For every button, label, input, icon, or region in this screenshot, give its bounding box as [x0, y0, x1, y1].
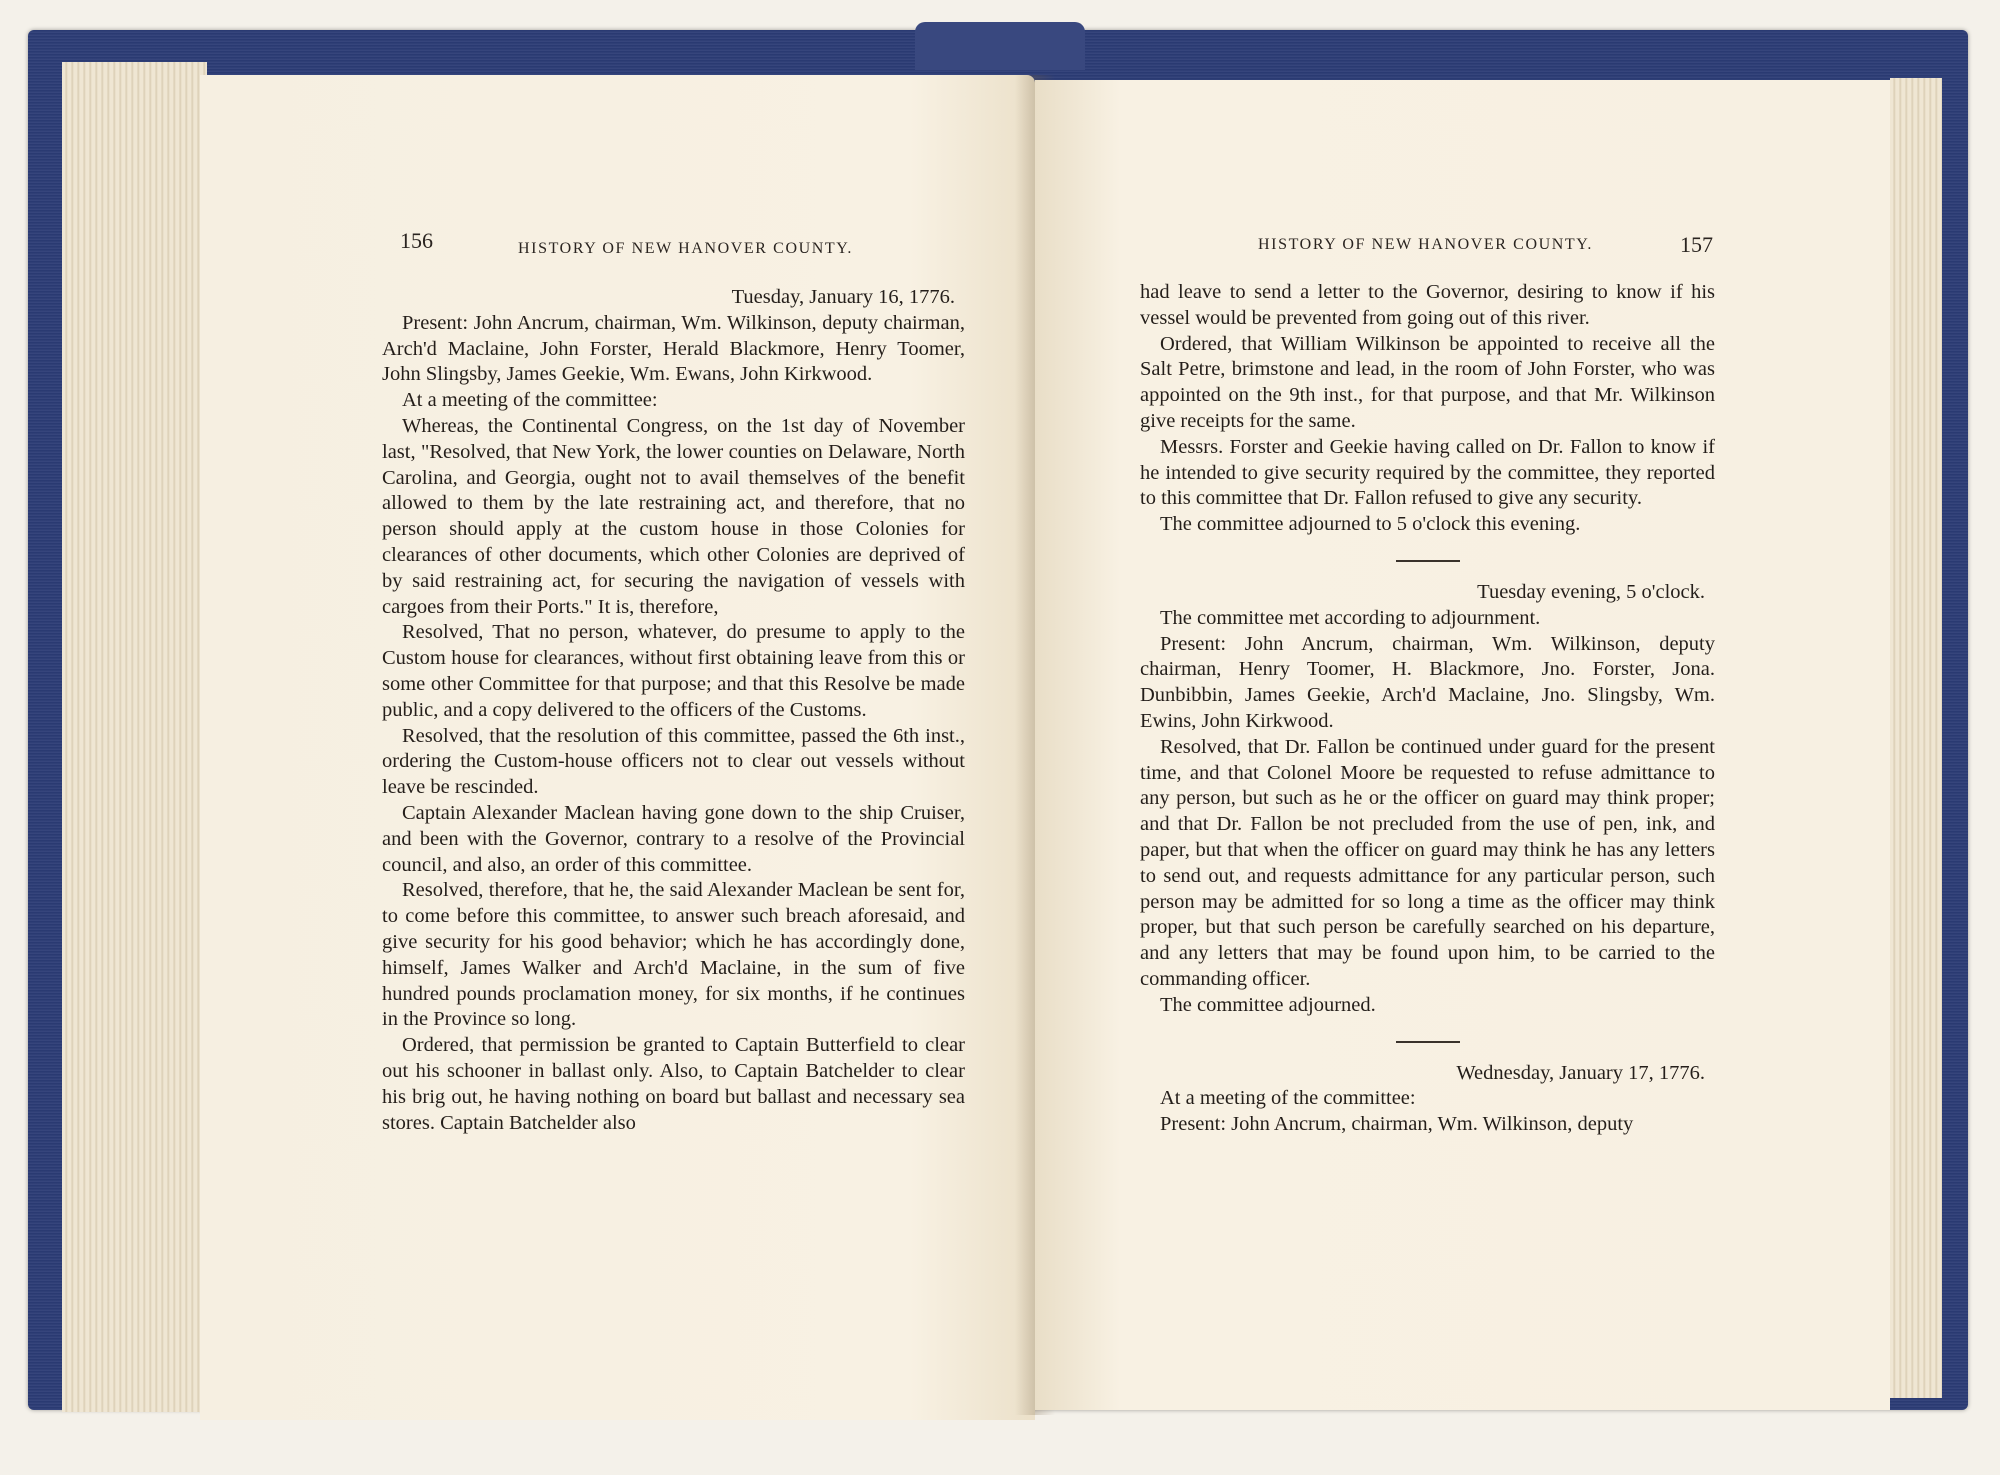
right-page-number: 157 — [1680, 232, 1713, 257]
paragraph: Whereas, the Continental Congress, on the 1st day of November last, "Resolved, that New York, the lower counties on Delaware, North Carolina, and Georgia, ought not to avail themselves of the benefit allowed to them by the late restraining act, and therefore, that no person should apply at the custom house in those Colonies for clearances of other documents, which other Colonies are deprived of by said restraining act, for securing the navigation of vessels with cargoes from their Ports." It is, therefore, — [382, 414, 965, 618]
book-spine — [915, 22, 1085, 70]
dateline: Wednesday, January 17, 1776. — [1456, 1061, 1705, 1084]
paragraph: Present: John Ancrum, chairman, Wm. Wilkinson, deputy chairman, Henry Toomer, H. Blackmore, Jno. Forster, Jona. Dunbibbin, James Geekie, Arch'd Maclaine, Jno. Slingsby, Wm. Ewins, John Kirkwood. — [1140, 632, 1715, 732]
paragraph: Ordered, that William Wilkinson be appointed to receive all the Salt Petre, brimstone and lead, in the room of John Forster, who was appointed on the 9th inst., for that purpose, and that Mr. Wilkinson give receipts for the same. — [1140, 332, 1715, 432]
left-page-edges — [62, 62, 207, 1412]
dateline: Tuesday evening, 5 o'clock. — [1477, 580, 1705, 603]
paragraph: At a meeting of the committee: — [402, 389, 658, 412]
paragraph: The committee adjourned. — [1160, 993, 1376, 1016]
paragraph: Resolved, that the resolution of this committee, passed the 6th inst., ordering the Custom-house officers not to clear out vessels without leave be rescinded. — [382, 724, 965, 799]
paragraph: Resolved, that Dr. Fallon be continued under guard for the present time, and that Colonel Moore be requested to refuse admittance to any person, but such as he or the officer on guard may think proper; and that Dr. Fallon be not precluded from the use of pen, ink, and paper, but that when the officer on guard may think he has any letters to send out, and requests admittance for any particular person, such person may be admitted for so long a time as the officer may think proper, but that such person be carefully searched on his departure, and any letters that may be found upon him, to be carried to the commanding officer. — [1140, 735, 1715, 990]
right-running-head: HISTORY OF NEW HANOVER COUNTY. — [1258, 236, 1593, 253]
paragraph: Present: John Ancrum, chairman, Wm. Wilkinson, deputy chairman, Arch'd Maclaine, John Forster, Herald Blackmore, Henry Toomer, John Slingsby, James Geekie, Wm. Ewans, John Kirkwood. — [382, 311, 965, 386]
paragraph: Present: John Ancrum, chairman, Wm. Wilkinson, deputy — [1160, 1113, 1634, 1136]
right-page-edges — [1890, 78, 1942, 1398]
dateline: Tuesday, January 16, 1776. — [731, 286, 955, 308]
right-page-body — [1140, 280, 1715, 1138]
paragraph: Ordered, that permission be granted to Captain Butterfield to clear out his schooner in ballast only. Also, to Captain Batchelder to clear his brig out, he having nothing on board but ballast and necessary sea stores. Captain Batchelder also — [382, 1034, 965, 1134]
paragraph: The committee adjourned to 5 o'clock this evening. — [1160, 513, 1581, 536]
paragraph: At a meeting of the committee: — [1160, 1087, 1416, 1110]
paragraph: The committee met according to adjournment. — [1160, 606, 1541, 629]
paragraph: Messrs. Forster and Geekie having called on Dr. Fallon to know if he intended to give security required by the committee, they reported to this committee that Dr. Fallon refused to give any security. — [1140, 435, 1715, 510]
paragraph: Resolved, That no person, whatever, do presume to apply to the Custom house for clearances, without first obtaining leave from this or some other Committee for that purpose; and that this Resolve be made public, and a copy delivered to the officers of the Customs. — [382, 621, 965, 721]
left-page-body — [382, 285, 965, 1136]
left-page-number: 156 — [400, 228, 433, 253]
paragraph: Captain Alexander Maclean having gone down to the ship Cruiser, and been with the Governor, contrary to a resolve of the Provincial council, and also, an order of this committee. — [382, 801, 965, 876]
paragraph: had leave to send a letter to the Governor, desiring to know if his vessel would be prevented from going out of this river. — [1140, 281, 1715, 329]
paragraph: Resolved, therefore, that he, the said Alexander Maclean be sent for, to come before this committee, to answer such breach aforesaid, and give security for his good behavior; which he has accordingly done, himself, James Walker and Arch'd Maclaine, in the sum of five hundred pounds proclamation money, for six months, if he continues in the Province so long. — [382, 879, 965, 1031]
left-running-head: HISTORY OF NEW HANOVER COUNTY. — [518, 240, 853, 257]
